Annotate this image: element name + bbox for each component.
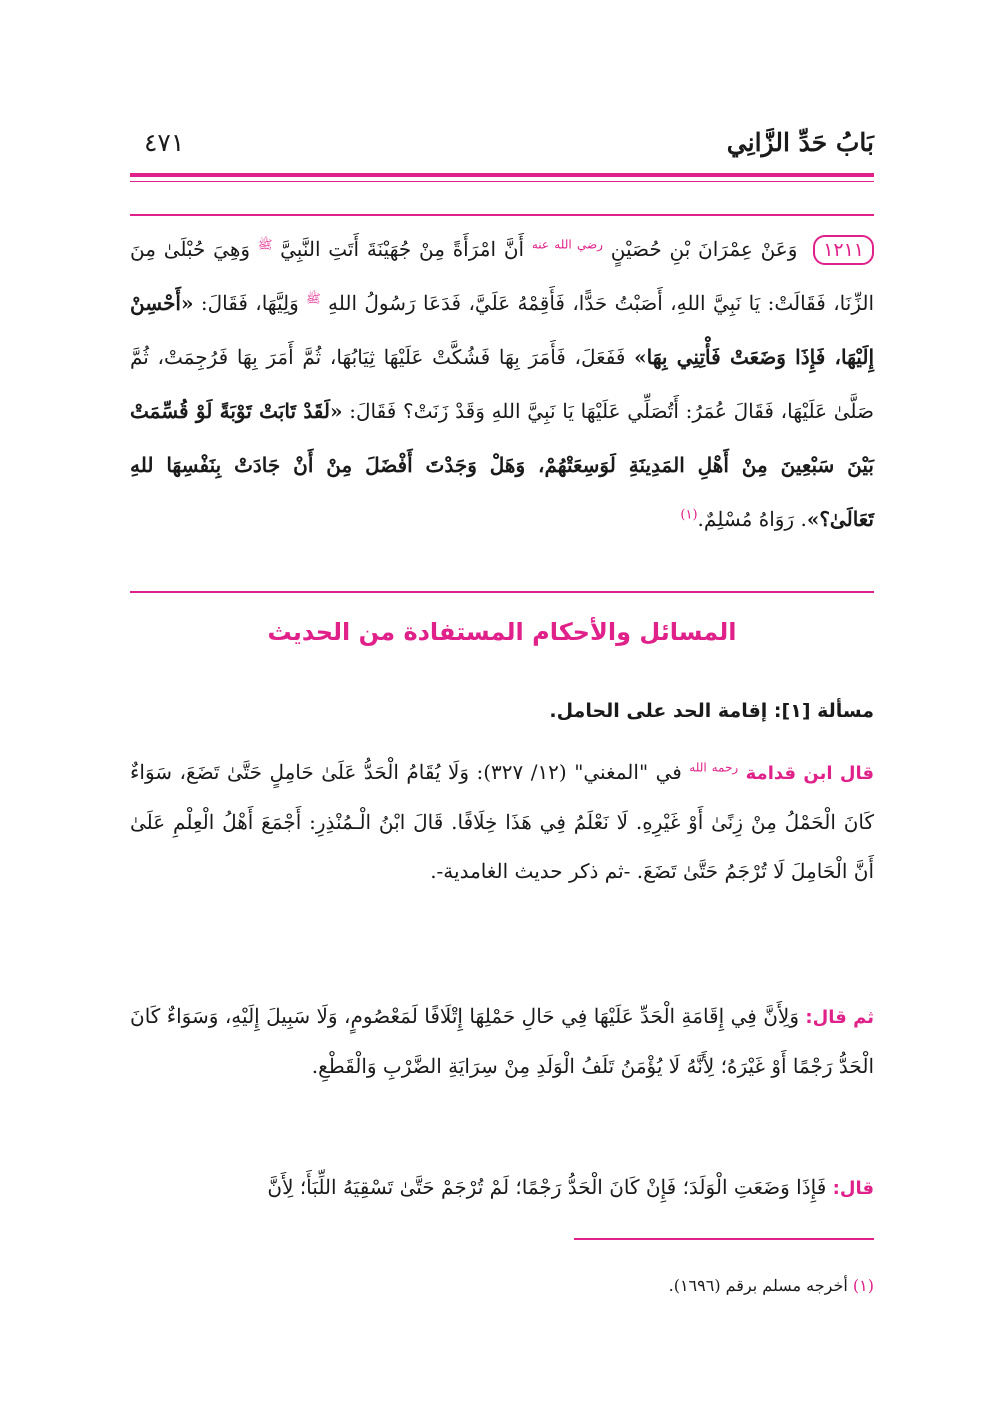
hadith-segment: وَعَنْ عِمْرَانَ بْنِ حُصَيْنٍ bbox=[610, 237, 798, 261]
footnote bbox=[130, 1276, 874, 1295]
issue-label: مسألة [١]: bbox=[773, 700, 874, 722]
honorific-mark: رضي الله عنه bbox=[531, 237, 603, 252]
paragraph-ibn-qudama bbox=[130, 748, 874, 896]
speaker-label: قال: bbox=[832, 1178, 874, 1199]
footnote-rule bbox=[574, 1238, 874, 1240]
book-title: "المغني" bbox=[574, 760, 649, 784]
footnote-number: (١) bbox=[852, 1276, 874, 1295]
header-rule bbox=[130, 173, 874, 177]
running-header bbox=[130, 120, 874, 170]
hadith-segment: وَلِيَّهَا، فَقَالَ: bbox=[200, 291, 299, 315]
paragraph-text: (١٢/ ٣٢٧): وَلَا يُقَامُ الْحَدُّ عَلَىٰ حَامِلٍ حَتَّىٰ تَضَعَ، سَوَاءٌ كَانَ الْحَمْلُ مِنْ زِنًىٰ أَوْ غَيْرِهِ. لَا نَعْلَمُ فِي هَذَا خِلَافًا. قَالَ ابْنُ الْـمُنْذِرِ: أَجْمَعَ أَهْلُ الْعِلْمِ عَلَىٰ أَنَّ الْحَامِلَ لَا تُرْجَمُ حَتَّىٰ تَضَعَ. -ثم ذكر حديث الغامدية-. bbox=[130, 760, 874, 883]
page bbox=[130, 0, 874, 1418]
paragraph-text: فَإِذَا وَضَعَتِ الْوَلَدَ؛ فَإِنْ كَانَ الْحَدُّ رَجْمًا؛ لَمْ تُرْجَمْ حَتَّىٰ تَسْقِيَهُ اللِّبَأَ؛ لِأَنَّ bbox=[267, 1175, 827, 1199]
paragraph-text: وَلِأَنَّ فِي إِقَامَةِ الْحَدِّ عَلَيْهَا فِي حَالِ حَمْلِهَا إِتْلَافًا لَمَعْصُومٍ، وَلَا سَبِيلَ إِلَيْهِ، وَسَوَاءٌ كَانَ الْحَدُّ رَجْمًا أَوْ غَيْرَهُ؛ لِأَنَّهُ لَا يُؤْمَنُ تَلَفُ الْوَلَدِ مِنْ سِرَايَةِ الضَّرْبِ وَالْقَطْعِ. bbox=[130, 1004, 874, 1078]
honorific-mark: ﷺ bbox=[306, 291, 321, 306]
hadith-segment: وَهِيَ حُبْلَىٰ مِنَ الزِّنَا، فَقَالَتْ: يَا نَبِيَّ اللهِ، أَصَبْتُ حَدًّا، فَأَقِمْهُ عَلَيَّ، فَدَعَا رَسُولُ اللهِ bbox=[130, 237, 875, 315]
chapter-title: بَابُ حَدِّ الزَّانِي bbox=[726, 128, 874, 157]
hadith-bottom-rule bbox=[130, 591, 874, 593]
paragraph-said bbox=[130, 1163, 874, 1213]
page-number: ٤٧١ bbox=[144, 128, 185, 157]
paragraph-text: في bbox=[655, 760, 682, 784]
footnote-text: أخرجه مسلم برقم (١٦٩٦). bbox=[668, 1276, 848, 1295]
paragraph-then-said bbox=[130, 992, 874, 1091]
hadith-segment: فَفَعَلَ، فَأَمَرَ بِهَا فَشُكَّتْ عَلَيْهَا ثِيَابُهَا، ثُمَّ أَمَرَ بِهَا فَرُجِمَتْ، ثُمَّ صَلَّىٰ عَلَيْهَا، فَقَالَ عُمَرُ: أَتُصَلِّي عَلَيْهَا يَا نَبِيَّ اللهِ وَقَدْ زَنَتْ؟ فَقَالَ: bbox=[130, 345, 874, 423]
prophet-quote: «أَحْسِنْ إِلَيْهَا، فَإِذَا وَضَعَتْ فَأْتِنِي بِهَا» bbox=[130, 291, 874, 369]
prophet-quote: «لَقَدْ تَابَتْ تَوْبَةً لَوْ قُسِّمَتْ بَيْنَ سَبْعِينَ مِنْ أَهْلِ المَدِينَةِ لَوَسِعَتْهُمْ، وَهَلْ وَجَدْتَ أَفْضَلَ مِنْ أَنْ جَادَتْ بِنَفْسِهَا للهِ تَعَالَىٰ؟» bbox=[130, 399, 875, 531]
speaker-label: ثم قال: bbox=[805, 1007, 874, 1028]
issue-heading bbox=[130, 700, 874, 722]
footnote-ref[interactable]: (١) bbox=[680, 507, 698, 523]
issue-title: إقامة الحد على الحامل. bbox=[549, 700, 768, 722]
speaker-label: قال ابن قدامة bbox=[745, 763, 875, 784]
honorific-mark: رحمه الله bbox=[689, 760, 739, 775]
section-heading: المسائل والأحكام المستفادة من الحديث bbox=[267, 618, 737, 646]
hadith-segment: أَنَّ امْرَأَةً مِنْ جُهَيْنَةَ أَتَتِ النَّبِيَّ bbox=[280, 237, 525, 261]
honorific-mark: ﷺ bbox=[257, 237, 273, 252]
hadith-text bbox=[130, 222, 874, 546]
header-rule-thin bbox=[130, 181, 874, 182]
hadith-top-rule bbox=[130, 214, 874, 216]
hadith-number-badge: ١٢١١ bbox=[813, 235, 874, 265]
hadith-source: . رَوَاهُ مُسْلِمٌ. bbox=[697, 507, 807, 531]
